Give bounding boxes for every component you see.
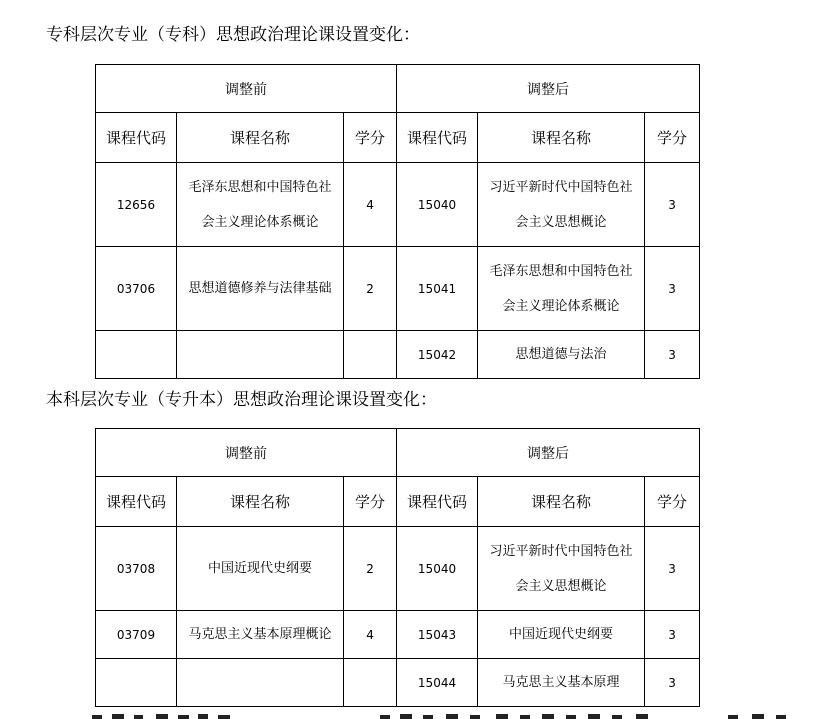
after-credit: 3 xyxy=(645,527,700,611)
after-course-code: 15044 xyxy=(397,659,478,707)
column-header-name: 课程名称 xyxy=(478,113,645,163)
column-header-name: 课程名称 xyxy=(478,477,645,527)
before-credit: 2 xyxy=(344,247,397,331)
name-line-1: 毛泽东思想和中国特色社 xyxy=(188,179,332,195)
before-course-name xyxy=(177,163,344,247)
section-heading-associate: 专科层次专业（专科）思想政治理论课设置变化： xyxy=(46,25,420,45)
column-header-row xyxy=(96,113,700,163)
group-header-row xyxy=(96,65,700,113)
name-line-1: 习近平新时代中国特色社 xyxy=(489,543,633,559)
table-row xyxy=(96,163,700,247)
before-course-name xyxy=(177,659,344,707)
name-line-2: 会主义思想概论 xyxy=(515,214,607,230)
after-course-name xyxy=(478,527,645,611)
column-header-code: 课程代码 xyxy=(397,113,478,163)
after-credit: 3 xyxy=(645,659,700,707)
column-header-code: 课程代码 xyxy=(96,477,177,527)
name-line-1: 毛泽东思想和中国特色社 xyxy=(489,263,633,279)
before-credit: 4 xyxy=(344,163,397,247)
after-adjustment-header: 调整后 xyxy=(397,429,700,477)
after-credit: 3 xyxy=(645,611,700,659)
before-course-code xyxy=(96,331,177,379)
course-table-bachelor xyxy=(95,428,700,707)
after-credit: 3 xyxy=(645,163,700,247)
after-course-name: 马克思主义基本原理 xyxy=(478,659,645,707)
column-header-name: 课程名称 xyxy=(177,113,344,163)
after-course-name xyxy=(478,247,645,331)
before-course-code xyxy=(96,659,177,707)
section-heading-bachelor: 本科层次专业（专升本）思想政治理论课设置变化： xyxy=(46,390,437,410)
after-adjustment-header: 调整后 xyxy=(397,65,700,113)
column-header-credit: 学分 xyxy=(344,477,397,527)
after-credit: 3 xyxy=(645,247,700,331)
before-course-name: 马克思主义基本原理概论 xyxy=(177,611,344,659)
after-course-code: 15040 xyxy=(397,527,478,611)
column-header-credit: 学分 xyxy=(344,113,397,163)
before-course-name: 中国近现代史纲要 xyxy=(177,527,344,611)
name-line-1: 习近平新时代中国特色社 xyxy=(489,179,633,195)
before-course-name xyxy=(177,331,344,379)
after-credit: 3 xyxy=(645,331,700,379)
column-header-credit: 学分 xyxy=(645,477,700,527)
table-row xyxy=(96,527,700,611)
before-course-code: 03706 xyxy=(96,247,177,331)
before-course-code: 03709 xyxy=(96,611,177,659)
group-header-row xyxy=(96,429,700,477)
column-header-name: 课程名称 xyxy=(177,477,344,527)
column-header-credit: 学分 xyxy=(645,113,700,163)
before-course-code: 12656 xyxy=(96,163,177,247)
before-adjustment-header: 调整前 xyxy=(96,429,397,477)
after-course-name xyxy=(478,163,645,247)
before-credit xyxy=(344,331,397,379)
name-line-2: 会主义思想概论 xyxy=(515,578,607,594)
table-row xyxy=(96,611,700,659)
course-table-associate xyxy=(95,64,700,379)
column-header-code: 课程代码 xyxy=(397,477,478,527)
name-line-2: 会主义理论体系概论 xyxy=(201,214,319,230)
before-course-code: 03708 xyxy=(96,527,177,611)
after-course-code: 15040 xyxy=(397,163,478,247)
name-line-2: 会主义理论体系概论 xyxy=(502,298,620,314)
before-credit: 2 xyxy=(344,527,397,611)
before-course-name: 思想道德修养与法律基础 xyxy=(177,247,344,331)
before-adjustment-header: 调整前 xyxy=(96,65,397,113)
after-course-name: 中国近现代史纲要 xyxy=(478,611,645,659)
after-course-code: 15042 xyxy=(397,331,478,379)
cut-off-text-fragments xyxy=(0,712,813,719)
before-credit: 4 xyxy=(344,611,397,659)
table-row xyxy=(96,659,700,707)
column-header-code: 课程代码 xyxy=(96,113,177,163)
after-course-code: 15043 xyxy=(397,611,478,659)
after-course-name: 思想道德与法治 xyxy=(478,331,645,379)
column-header-row xyxy=(96,477,700,527)
table-row xyxy=(96,247,700,331)
before-credit xyxy=(344,659,397,707)
table-row xyxy=(96,331,700,379)
after-course-code: 15041 xyxy=(397,247,478,331)
